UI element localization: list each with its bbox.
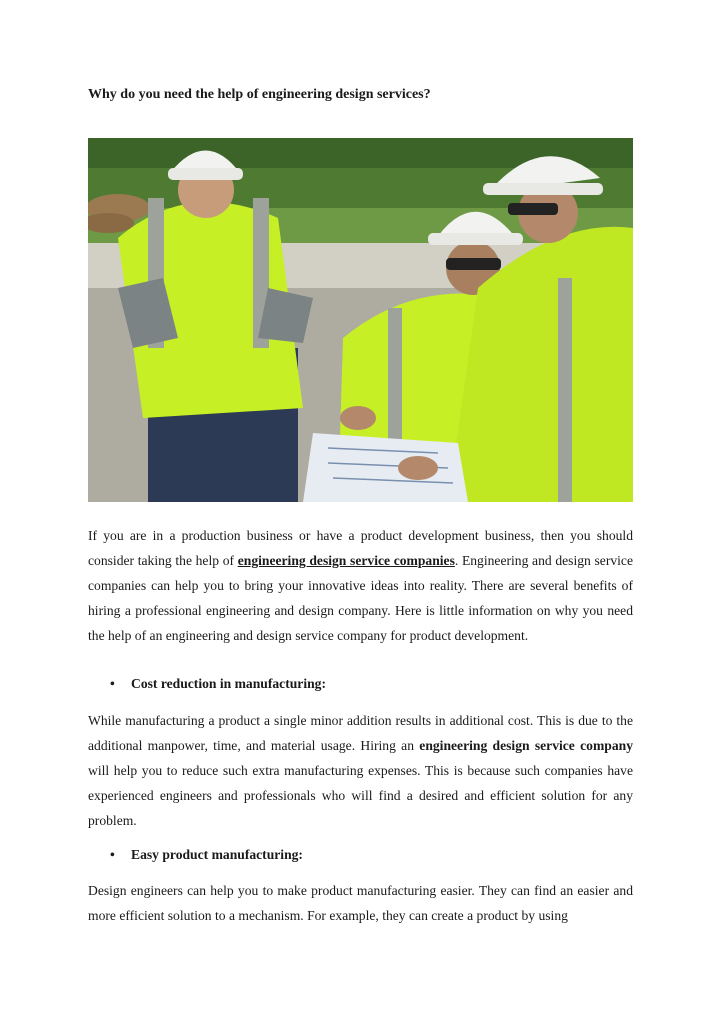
bullet-label: Easy product manufacturing:: [131, 847, 303, 862]
photo-engineers-reviewing-blueprint: [88, 138, 633, 502]
bullet-cost-reduction: [110, 676, 326, 692]
bullet-dot: •: [110, 676, 115, 691]
bullet-easy-manufacturing: [110, 847, 303, 863]
engineers-photo: [88, 138, 633, 502]
cost-paragraph: While manufacturing a product a single minor addition results in additional cost. This is due to the additional manpower, time, and material usage. Hiring an engineering design service company will help you to reduce such extra manufacturing expenses. This is because such companies have experienced engineers and professionals who will find a desired and efficient solution for any problem.: [88, 713, 633, 829]
page-heading: Why do you need the help of engineering design services?: [88, 87, 431, 102]
bullet-label: Cost reduction in manufacturing:: [131, 676, 326, 691]
intro-paragraph: If you are in a production business or have a product development business, then you should consider taking the help of engineering design service companies. Engineering and design service companies can help you to bring your innovative ideas into reality. There are several benefits of hiring a professional engineering and design company. Here is little information on why you need the help of an engineering and design service company for product development.: [88, 528, 633, 644]
easy-manufacturing-paragraph: Design engineers can help you to make product manufacturing easier. They can find an easier and more efficient solution to a mechanism. For example, they can create a product by using: [88, 883, 633, 924]
bullet-dot: •: [110, 847, 115, 862]
engineering-design-companies-link[interactable]: engineering design service companies: [237, 553, 455, 569]
engineering-design-company-bold: engineering design service company: [419, 738, 633, 754]
